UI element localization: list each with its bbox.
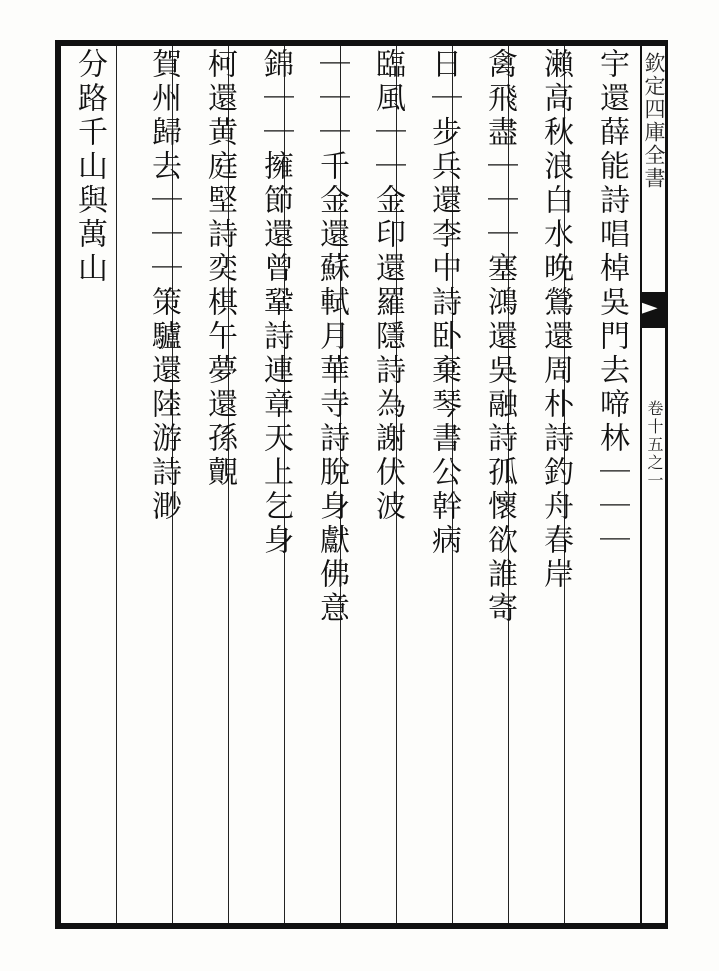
- text-column-5: 臨風｜｜金印還羅隱詩為謝伏波: [370, 48, 405, 524]
- book-title-margin: 欽定四庫全書: [642, 52, 666, 190]
- text-column-3: 禽飛盡｜｜｜塞鴻還吳融詩孤懷欲誰寄: [482, 48, 517, 626]
- text-column-2: 瀨高秋浪白水晚鶯還周朴詩釣舟春岸: [538, 48, 573, 592]
- frame-bottom-border: [60, 923, 668, 929]
- fishtail-mark-icon: [642, 292, 668, 328]
- text-column-6: ｜｜｜千金還蘇軾月華寺詩脫身獻佛意: [314, 48, 349, 626]
- column-rule: [116, 46, 117, 923]
- frame-top-border: [60, 40, 668, 46]
- text-column-9: 賀州歸去｜｜｜策驢還陸游詩渺: [146, 48, 181, 524]
- volume-marker: 卷十五之一: [645, 400, 664, 490]
- text-column-1: 宇還薛能詩唱棹吳門去啼林｜｜｜: [594, 48, 629, 558]
- text-column-7: 錦｜｜擁節還曾鞏詩連章天上乞身: [258, 48, 293, 558]
- frame-left-border: [55, 40, 61, 929]
- text-column-10: 分路千山與萬山: [72, 48, 107, 286]
- text-column-8: 柯還黄庭堅詩奕棋午夢還孫覿: [202, 48, 237, 490]
- text-column-4: 日｜步兵還李中詩卧棄琴書公幹病: [426, 48, 461, 558]
